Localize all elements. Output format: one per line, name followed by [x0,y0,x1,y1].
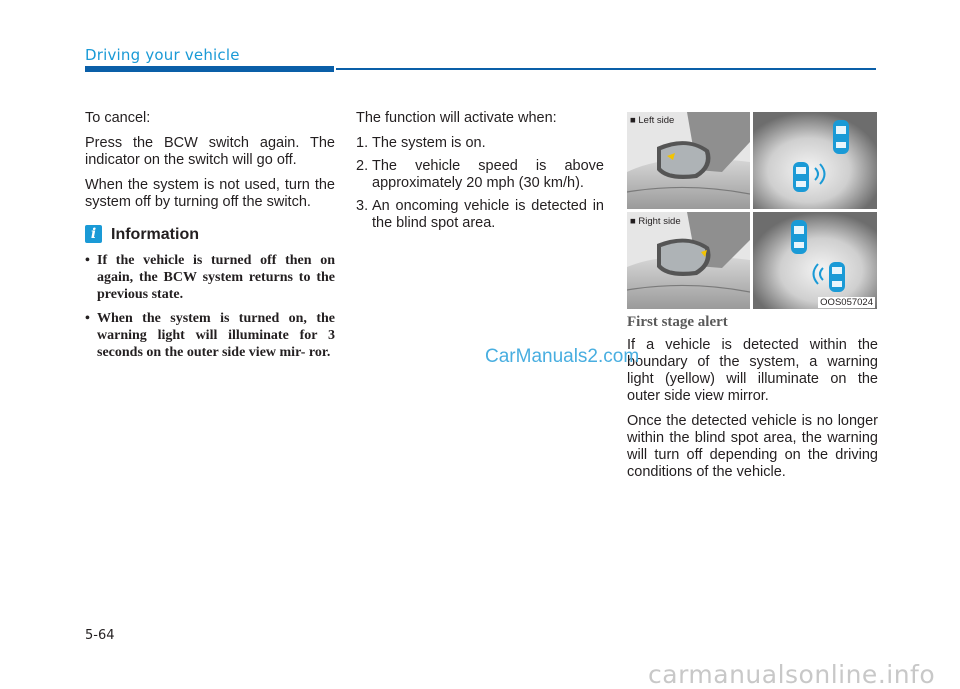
step-number: 1. [356,135,369,151]
step-text: An oncoming vehicle is detected in the blind spot area. [372,198,604,231]
first-stage-alert-heading: First stage alert [627,314,728,330]
information-item: • If the vehicle is turned off then on again, the BCW system returns to the previous state. [85,252,335,303]
column-2 [356,110,604,238]
activation-step [356,135,604,152]
cancel-paragraph: Press the BCW switch again. The indicator on the switch will go off. [85,135,335,168]
information-heading [85,225,335,243]
information-list [85,252,335,361]
column-3 [627,314,878,489]
bcw-figure [627,112,877,309]
activation-intro: The function will activate when: [356,110,557,126]
step-number: 3. [356,198,369,214]
right-detection-image [753,212,877,309]
caption-right-side: ■ Right side [630,216,681,227]
information-title: Information [111,225,199,243]
step-number: 2. [356,158,369,174]
header-rule-light [336,68,876,70]
left-mirror-image [627,112,750,209]
activation-steps [356,135,604,232]
first-stage-paragraph: If a vehicle is detected within the boundary of the system, a warning light (yellow) will illuminate on the outer side view mirror. [627,337,878,404]
activation-step [356,158,604,192]
left-detection-diagram [753,112,877,209]
right-detection-diagram [753,212,877,309]
system-off-paragraph: When the system is not used, turn the system off by turning off the switch. [85,177,335,210]
step-text: The system is on. [372,135,486,151]
left-detection-image [753,112,877,209]
caption-left-side: ■ Left side [630,115,675,126]
section-title: Driving your vehicle [85,46,240,64]
information-item: • When the system is turned on, the warning light will illuminate for 3 seconds on the outer side view mir- ror. [85,310,335,361]
right-mirror-illustration [627,212,750,309]
to-cancel-label: To cancel: [85,110,151,126]
page-number: 5-64 [85,628,115,643]
watermark-link[interactable]: CarManuals2.com [485,346,640,367]
footer-watermark: carmanualsonline.info [648,660,936,689]
info-icon: i [85,225,102,243]
figure-code: OOS057024 [820,297,873,308]
column-1 [85,110,335,368]
warning-off-paragraph: Once the detected vehicle is no longer within the blind spot area, the warning will turn off depending on the driving conditions of the vehicle. [627,413,878,480]
header-rule-dark [85,66,334,72]
left-mirror-illustration [627,112,750,209]
step-text: The vehicle speed is above approximately 20 mph (30 km/h). [372,158,604,191]
activation-step [356,198,604,232]
